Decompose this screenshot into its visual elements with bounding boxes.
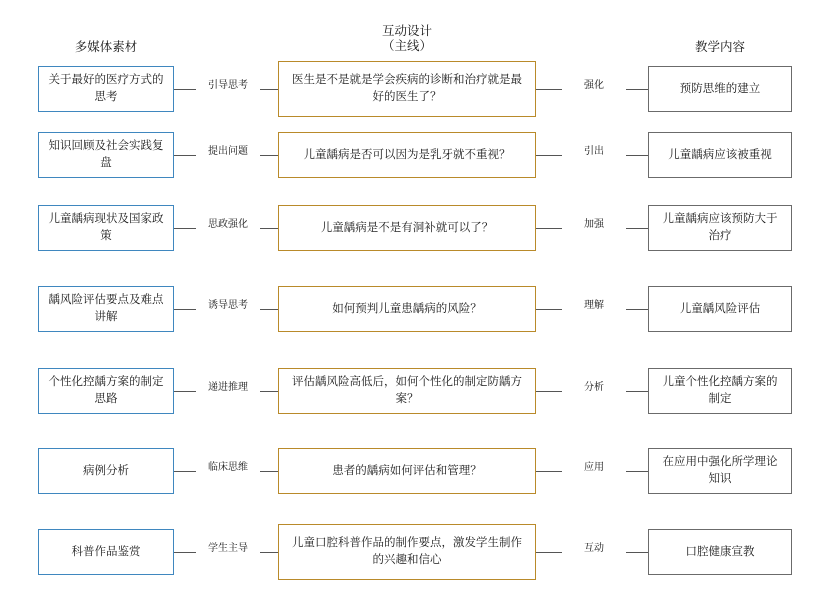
teaching-content-node[interactable]: 儿童龋病应该预防大于治疗 <box>648 205 792 251</box>
multimedia-node[interactable]: 个性化控龋方案的制定思路 <box>38 368 174 414</box>
connector-right-label: 引出 <box>562 145 626 158</box>
interaction-node[interactable]: 如何预判儿童患龋病的风险？ <box>278 286 536 332</box>
teaching-content-node[interactable]: 儿童龋病应该被重视 <box>648 132 792 178</box>
interaction-node[interactable]: 儿童龋病是否可以因为是乳牙就不重视？ <box>278 132 536 178</box>
multimedia-node[interactable]: 儿童龋病现状及国家政策 <box>38 205 174 251</box>
interaction-node[interactable]: 儿童龋病是不是有洞补就可以了？ <box>278 205 536 251</box>
teaching-content-node[interactable]: 儿童个性化控龋方案的制定 <box>648 368 792 414</box>
multimedia-node[interactable]: 龋风险评估要点及难点讲解 <box>38 286 174 332</box>
teaching-content-node[interactable]: 在应用中强化所学理论知识 <box>648 448 792 494</box>
diagram-row <box>0 124 822 186</box>
multimedia-node[interactable]: 病例分析 <box>38 448 174 494</box>
connector-right-label: 互动 <box>562 542 626 555</box>
diagram-row <box>0 278 822 340</box>
teaching-content-node[interactable]: 预防思维的建立 <box>648 66 792 112</box>
connector-left-label: 思政强化 <box>196 218 260 231</box>
interaction-node[interactable]: 医生是不是就是学会疾病的诊断和治疗就是最好的医生了？ <box>278 61 536 117</box>
diagram-row <box>0 360 822 422</box>
connector-right-label: 分析 <box>562 381 626 394</box>
connector-left-label: 临床思维 <box>196 461 260 474</box>
interaction-node[interactable]: 患者的龋病如何评估和管理？ <box>278 448 536 494</box>
column-header-left: 多媒体素材 <box>74 40 138 54</box>
connector-left-label: 递进推理 <box>196 381 260 394</box>
multimedia-node[interactable]: 知识回顾及社会实践复盘 <box>38 132 174 178</box>
teaching-content-node[interactable]: 儿童龋风险评估 <box>648 286 792 332</box>
column-header-right: 教学内容 <box>694 40 745 54</box>
diagram-row <box>0 58 822 120</box>
diagram-row <box>0 440 822 502</box>
connector-right-label: 加强 <box>562 218 626 231</box>
connector-left-label: 学生主导 <box>196 542 260 555</box>
multimedia-node[interactable]: 科普作品鉴赏 <box>38 529 174 575</box>
multimedia-node[interactable]: 关于最好的医疗方式的思考 <box>38 66 174 112</box>
teaching-content-node[interactable]: 口腔健康宣教 <box>648 529 792 575</box>
connector-left-label: 提出问题 <box>196 145 260 158</box>
connector-right-label: 理解 <box>562 299 626 312</box>
column-header-middle <box>278 24 536 54</box>
column-header-middle-line2: （主线） <box>381 39 432 53</box>
diagram-row <box>0 197 822 259</box>
diagram-row <box>0 521 822 583</box>
connector-left-label: 诱导思考 <box>196 299 260 312</box>
connector-left-label: 引导思考 <box>196 79 260 92</box>
column-header-middle-line1: 互动设计 <box>381 24 432 38</box>
connector-right-label: 强化 <box>562 79 626 92</box>
interaction-node[interactable]: 评估龋风险高低后，如何个性化的制定防龋方案？ <box>278 368 536 414</box>
interaction-node[interactable]: 儿童口腔科普作品的制作要点，激发学生制作的兴趣和信心 <box>278 524 536 580</box>
connector-right-label: 应用 <box>562 461 626 474</box>
